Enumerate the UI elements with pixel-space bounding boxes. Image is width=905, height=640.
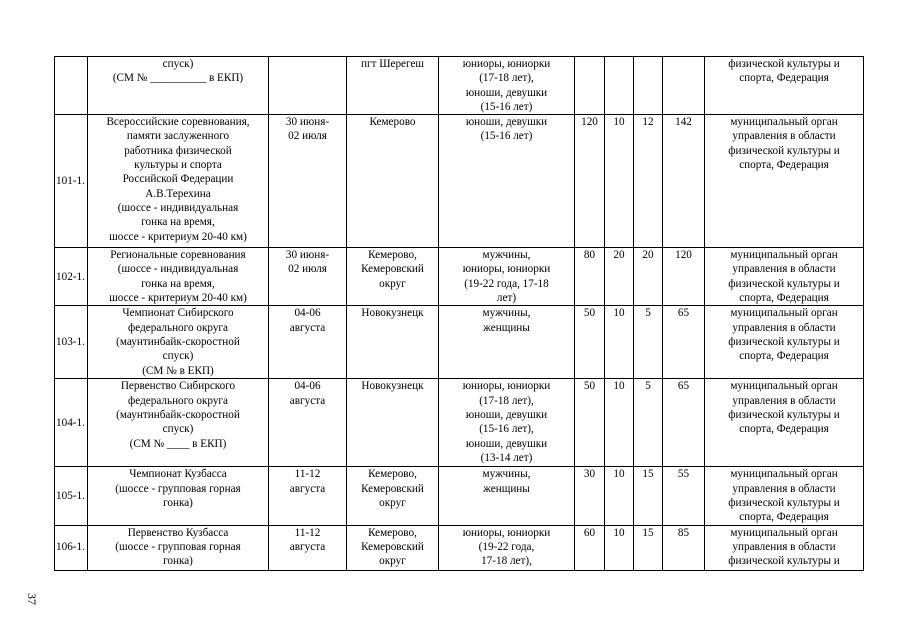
page-number: 37	[25, 593, 39, 605]
event-place: Кемерово, Кемеровский округ	[347, 525, 439, 570]
table-row	[55, 248, 864, 306]
event-place: Кемерово, Кемеровский округ	[347, 467, 439, 525]
event-name: Первенство Кузбасса (шоссе - групповая горная гонка)	[88, 525, 269, 570]
count-judges: 5	[634, 379, 663, 467]
count-coaches: 10	[605, 525, 634, 570]
organizer: муниципальный орган управления в области физической культуры и спорта, Федерация	[705, 248, 864, 306]
organizer: муниципальный орган управления в области физической культуры и спорта, Федерация	[705, 467, 864, 525]
event-name: Чемпионат Кузбасса (шоссе - групповая горная гонка)	[88, 467, 269, 525]
event-name: спуск) (СМ № __________ в ЕКП)	[88, 57, 269, 115]
count-judges: 15	[634, 467, 663, 525]
count-athletes: 80	[575, 248, 605, 306]
event-dates: 30 июня- 02 июля	[269, 115, 347, 248]
table-row	[55, 467, 864, 525]
count-coaches: 10	[605, 467, 634, 525]
event-name: Первенство Сибирского федерального округа (маунтинбайк-скоростной спуск) (СМ № ____ в ЕКП)	[88, 379, 269, 467]
row-number: 103-1.	[55, 306, 88, 379]
participant-groups: мужчины, юниоры, юниорки (19-22 года, 17-18 лет)	[439, 248, 575, 306]
count-judges: 12	[634, 115, 663, 248]
count-total: 65	[663, 379, 705, 467]
event-name: Чемпионат Сибирского федерального округа (маунтинбайк-скоростной спуск) (СМ № в ЕКП)	[88, 306, 269, 379]
count-total: 142	[663, 115, 705, 248]
event-dates: 11-12 августа	[269, 467, 347, 525]
row-number: 106-1.	[55, 525, 88, 570]
table-row	[55, 115, 864, 248]
count-total	[663, 57, 705, 115]
events-table	[54, 56, 864, 571]
count-coaches	[605, 57, 634, 115]
event-dates: 11-12 августа	[269, 525, 347, 570]
count-total: 120	[663, 248, 705, 306]
event-dates: 30 июня- 02 июля	[269, 248, 347, 306]
count-coaches: 10	[605, 379, 634, 467]
count-coaches: 10	[605, 306, 634, 379]
count-athletes: 60	[575, 525, 605, 570]
event-place: пгт Шерегеш	[347, 57, 439, 115]
event-dates: 04-06 августа	[269, 306, 347, 379]
event-dates	[269, 57, 347, 115]
table-row	[55, 525, 864, 570]
count-judges	[634, 57, 663, 115]
count-judges: 15	[634, 525, 663, 570]
event-place: Новокузнецк	[347, 306, 439, 379]
event-name: Региональные соревнования (шоссе - индивидуальная гонка на время, шоссе - критериум 20-40 км)	[88, 248, 269, 306]
row-number: 104-1.	[55, 379, 88, 467]
count-athletes: 50	[575, 306, 605, 379]
count-coaches: 20	[605, 248, 634, 306]
count-athletes: 120	[575, 115, 605, 248]
count-judges: 20	[634, 248, 663, 306]
participant-groups: юноши, девушки (15-16 лет)	[439, 115, 575, 248]
row-number: 102-1.	[55, 248, 88, 306]
organizer: муниципальный орган управления в области физической культуры и спорта, Федерация	[705, 306, 864, 379]
row-number	[55, 57, 88, 115]
participant-groups: мужчины, женщины	[439, 306, 575, 379]
count-total: 85	[663, 525, 705, 570]
participant-groups: мужчины, женщины	[439, 467, 575, 525]
row-number: 101-1.	[55, 115, 88, 248]
count-athletes: 50	[575, 379, 605, 467]
organizer: физической культуры и спорта, Федерация	[705, 57, 864, 115]
event-place: Кемерово, Кемеровский округ	[347, 248, 439, 306]
organizer: муниципальный орган управления в области физической культуры и спорта, Федерация	[705, 379, 864, 467]
event-place: Кемерово	[347, 115, 439, 248]
count-coaches: 10	[605, 115, 634, 248]
event-name: Всероссийские соревнования, памяти заслуженного работника физической культуры и спорта Российской Федерации А.В.Терехина (шоссе - индивидуальная гонка на время, шоссе - критериум 20-40 км)	[88, 115, 269, 248]
participant-groups: юниоры, юниорки (17-18 лет), юноши, девушки (15-16 лет)	[439, 57, 575, 115]
event-dates: 04-06 августа	[269, 379, 347, 467]
table-row	[55, 379, 864, 467]
count-athletes	[575, 57, 605, 115]
row-number: 105-1.	[55, 467, 88, 525]
organizer: муниципальный орган управления в области физической культуры и	[705, 525, 864, 570]
participant-groups: юниоры, юниорки (17-18 лет), юноши, девушки (15-16 лет), юноши, девушки (13-14 лет)	[439, 379, 575, 467]
count-athletes: 30	[575, 467, 605, 525]
count-judges: 5	[634, 306, 663, 379]
event-place: Новокузнецк	[347, 379, 439, 467]
table-row	[55, 57, 864, 115]
count-total: 55	[663, 467, 705, 525]
participant-groups: юниоры, юниорки (19-22 года, 17-18 лет),	[439, 525, 575, 570]
organizer: муниципальный орган управления в области физической культуры и спорта, Федерация	[705, 115, 864, 248]
table-row	[55, 306, 864, 379]
count-total: 65	[663, 306, 705, 379]
